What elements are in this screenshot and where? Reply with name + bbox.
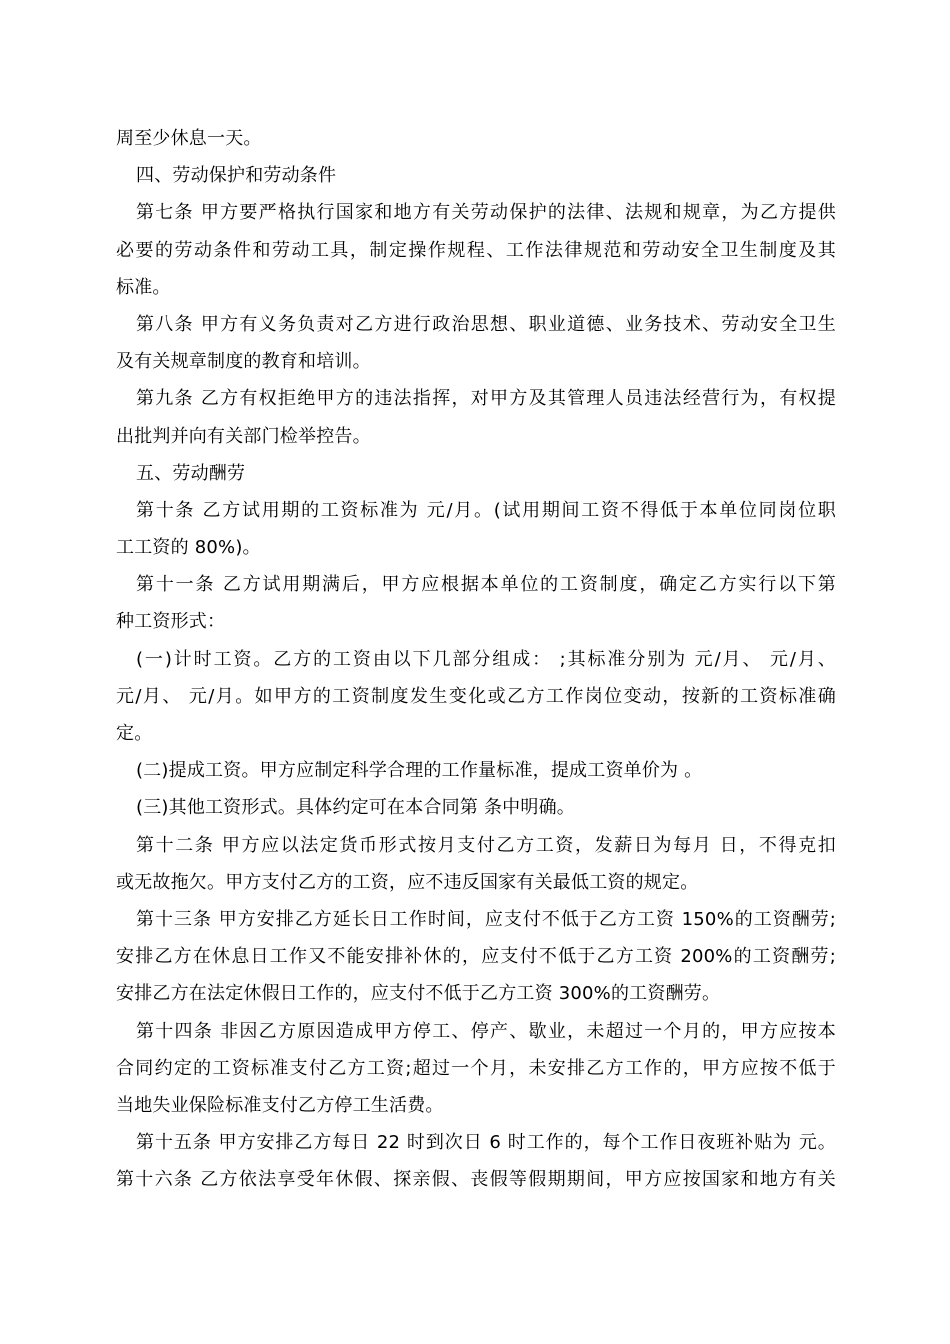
text-line: 安排乙方在法定休假日工作的，应支付不低于乙方工资 300%的工资酬劳。	[116, 983, 721, 1005]
text-line: 元/月、 元/月。如甲方的工资制度发生变化或乙方工作岗位变动，按新的工资标准确	[116, 685, 836, 707]
text-line: 第十三条 甲方安排乙方延长日工作时间，应支付不低于乙方工资 150%的工资酬劳;	[136, 908, 836, 930]
text-line: 工工资的 80%)。	[116, 537, 261, 559]
text-line: 或无故拖欠。甲方支付乙方的工资，应不违反国家有关最低工资的规定。	[116, 871, 699, 893]
text-line: 安排乙方在休息日工作又不能安排补休的，应支付不低于乙方工资 200%的工资酬劳;	[116, 946, 836, 968]
text-line: 种工资形式：	[116, 611, 226, 633]
text-line: 第八条 甲方有义务负责对乙方进行政治思想、职业道德、业务技术、劳动安全卫生	[136, 313, 836, 335]
text-line: (一)计时工资。乙方的工资由以下几部分组成： ;其标准分别为 元/月、 元/月、	[136, 648, 836, 670]
text-line: 第十一条 乙方试用期满后，甲方应根据本单位的工资制度，确定乙方实行以下第	[136, 574, 836, 596]
text-line: 第十条 乙方试用期的工资标准为 元/月。(试用期间工资不得低于本单位同岗位职	[136, 499, 836, 521]
text-line: 合同约定的工资标准支付乙方工资;超过一个月，未安排乙方工作的，甲方应按不低于	[116, 1057, 836, 1079]
text-line: 四、劳动保护和劳动条件	[136, 165, 337, 187]
text-line: (二)提成工资。甲方应制定科学合理的工作量标准，提成工资单价为 。	[136, 760, 703, 782]
document-page	[116, 120, 836, 1198]
text-line: 第十二条 甲方应以法定货币形式按月支付乙方工资，发薪日为每月 日，不得克扣	[136, 834, 836, 856]
text-line: 必要的劳动条件和劳动工具，制定操作规程、工作法律规范和劳动安全卫生制度及其	[116, 239, 836, 261]
text-line: 第七条 甲方要严格执行国家和地方有关劳动保护的法律、法规和规章，为乙方提供	[136, 202, 836, 224]
text-line: 当地失业保险标准支付乙方停工生活费。	[116, 1094, 444, 1116]
text-line: (三)其他工资形式。具体约定可在本合同第 条中明确。	[136, 797, 575, 819]
text-line: 第九条 乙方有权拒绝甲方的违法指挥，对甲方及其管理人员违法经营行为，有权提	[136, 388, 836, 410]
text-line: 出批判并向有关部门检举控告。	[116, 425, 371, 447]
text-line: 第十六条 乙方依法享受年休假、探亲假、丧假等假期期间，甲方应按国家和地方有关	[116, 1169, 836, 1191]
text-line: 周至少休息一天。	[116, 128, 262, 149]
text-line: 标准。	[116, 276, 171, 298]
text-line: 定。	[116, 723, 153, 744]
text-line: 第十五条 甲方安排乙方每日 22 时到次日 6 时工作的，每个工作日夜班补贴为 元。	[136, 1132, 836, 1154]
text-line: 五、劳动酬劳	[136, 462, 246, 484]
text-line: 及有关规章制度的教育和培训。	[116, 351, 371, 373]
text-line: 第十四条 非因乙方原因造成甲方停工、停产、歇业，未超过一个月的，甲方应按本	[136, 1020, 836, 1042]
